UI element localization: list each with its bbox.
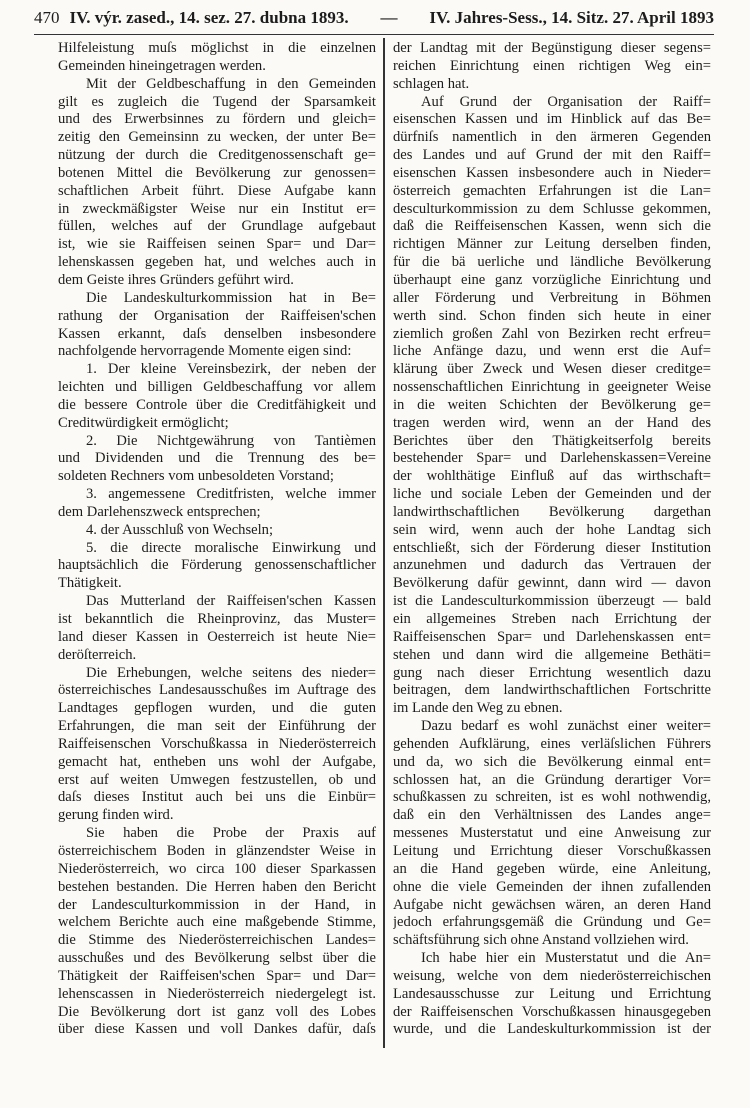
paragraph bbox=[58, 290, 376, 361]
text-line: gehenden Aufklärung, eines verläſslichen Führers bbox=[393, 735, 711, 752]
text-line: tragen werden wird, wenn an der Hand des bbox=[393, 414, 711, 431]
paragraph bbox=[58, 593, 376, 664]
text-line: Erfahrungen, die man seit der Einführung der bbox=[58, 718, 376, 735]
text-line: botenen Mittel die Bevölkerung zur genossen= bbox=[58, 164, 376, 181]
text-line: Raiffeisenschen Vorschußkassa in Niederösterreich bbox=[58, 735, 376, 752]
text-line: Die Bevölkerung dort ist ganz voll des Lobes bbox=[58, 1003, 376, 1020]
text-line: und Dividenden und die Trennung des be= bbox=[58, 450, 376, 467]
text-line: Ich habe hier ein Musterstatut und die An= bbox=[421, 950, 711, 967]
column-divider bbox=[383, 38, 385, 1048]
text-line: der Raiffeisenschen Vorschußkassen hinausgegeben bbox=[393, 1003, 711, 1020]
paragraph bbox=[58, 433, 376, 487]
text-line: wurde, und die Landeskulturkommission ist der bbox=[393, 1021, 711, 1038]
right-column bbox=[393, 40, 711, 1039]
text-line: gilt es zugleich die Tugend der Sparsamkeit bbox=[58, 93, 376, 110]
header-czech: 470 IV. výr. zased., 14. sez. 27. dubna 1893. bbox=[34, 8, 349, 27]
text-line: gerung finden wird. bbox=[58, 807, 174, 824]
text-line: gung nach dieser Errichtung wesentlich dazu bbox=[393, 664, 711, 681]
text-line: Aufgabe nicht gewächsen wären, an deren Hand bbox=[393, 896, 711, 913]
text-line: schlagen hat. bbox=[393, 75, 470, 92]
text-line: aller Förderung und Verbreitung in Böhmen bbox=[393, 289, 711, 306]
paragraph bbox=[58, 486, 376, 522]
text-line: ohne die viele Gemeinden der ihnen zufallenden bbox=[393, 878, 711, 895]
text-line: über diese Kassen und voll Dankes dafür, daſs bbox=[58, 1021, 376, 1038]
text-line: österreichischem Boden in glänzendster Weise in bbox=[58, 842, 376, 859]
text-line: anzunehmen und dadurch das Vertrauen der bbox=[393, 557, 711, 574]
text-line: klärung über Zweck und Wesen dieser creditge= bbox=[393, 361, 711, 378]
text-line: erst auf weiten Umwegen festzustellen, ob und bbox=[58, 771, 376, 788]
text-line: 3. angemessene Creditfristen, welche immer bbox=[86, 486, 376, 503]
text-line: in die weiten Schichten der Bevölkerung ge= bbox=[393, 396, 711, 413]
text-line: im Lande den Weg zu ebnen. bbox=[393, 700, 563, 717]
text-line: Leitung und Errichtung dieser Vorschußkassen bbox=[393, 842, 711, 859]
text-line: eisenschen Kassen und im Hinblick auf das Be= bbox=[393, 111, 711, 128]
text-line: daſs dieses Institut auch bei uns die Einbür= bbox=[58, 789, 376, 806]
paragraph bbox=[58, 540, 376, 594]
text-line: liche Anfänge dazu, und wenn erst die Auf= bbox=[393, 343, 711, 360]
text-line: Creditwürdigkeit ermöglicht; bbox=[58, 414, 229, 431]
text-line: eisenschen Kassen insbesondere auch in Nieder= bbox=[393, 164, 711, 181]
text-line: deröſterreich. bbox=[58, 646, 137, 663]
text-line: für die bä uerliche und ländliche Bevölkerung bbox=[393, 254, 711, 271]
text-line: lehenscassen in Niederösterreich niedergelegt ist. bbox=[58, 985, 376, 1002]
text-line: lehenskassen gegeben hat, und welches auch in bbox=[58, 254, 376, 271]
text-line: bestehender Spar= und Darlehenskassen=Vereine bbox=[393, 450, 711, 467]
text-line: rathung der Organisation der Raiffeisen'schen bbox=[58, 307, 376, 324]
text-line: Raiffeisenschen Spar= und Darlehenskassen ent= bbox=[393, 628, 711, 645]
text-line: daß ein den Verhältnissen des Landes ange= bbox=[393, 807, 711, 824]
running-header bbox=[34, 2, 714, 35]
text-line: der Landesculturkommission in der Hand, in bbox=[58, 896, 376, 913]
paragraph bbox=[58, 522, 376, 540]
text-line: ein allgemeines Streben nach Errichtung der bbox=[393, 611, 711, 627]
text-line: der wohlthätige Einfluß auf das wirthschaft= bbox=[393, 468, 711, 485]
text-line: ist, wie sie Raiffeisen seinen Spar= und Dar= bbox=[58, 236, 376, 253]
text-line: 1. Der kleine Vereinsbezirk, der neben der bbox=[86, 361, 376, 378]
text-line: gemacht hat, entheben uns wohl der Aufgabe, bbox=[58, 753, 376, 770]
text-line: Thätigkeit der Raiffeisen'schen Spar= und Dar= bbox=[58, 967, 376, 984]
paragraph bbox=[58, 76, 376, 290]
text-line: nossenschaftlichen Einrichtung in geeigneter Weise bbox=[393, 379, 711, 396]
text-line: welchem Berichte auch eine maßgebende Stimme, bbox=[58, 914, 376, 931]
text-line: sein wird, wenn auch der hohe Landtag sich bbox=[393, 521, 711, 538]
text-line: überhaupt eine ganz vorzügliche Einrichtung und bbox=[393, 271, 711, 288]
text-line: nützung der durch die Creditgenossenschaft ge= bbox=[58, 147, 376, 164]
text-line: Bevölkerung dafür gewinnt, dann wird — davon bbox=[393, 575, 711, 592]
text-line: schlossen hat, an die Gründung derartiger Vor= bbox=[393, 771, 711, 788]
text-line: der Landtag mit der Begünstigung dieser segens= bbox=[393, 40, 711, 56]
text-line: nachfolgende hervorragende Momente eigen sind: bbox=[58, 343, 352, 360]
left-column bbox=[58, 40, 376, 1039]
text-line: Mit der Geldbeschaffung in den Gemeinden bbox=[86, 75, 376, 92]
text-line: und des Erwerbsinnes zu fördern und gleich= bbox=[58, 111, 376, 128]
text-line: österreich gemachten Erfahrungen ist die Lan= bbox=[393, 182, 711, 199]
text-line: Auf Grund der Organisation der Raiff= bbox=[421, 93, 711, 110]
text-line: werth sind. Schon finden sich heute in einer bbox=[393, 307, 711, 324]
text-line: stehen und dann wird die allgemeine Bethäti= bbox=[393, 646, 711, 663]
text-line: dem Geiste ihres Gründers geführt wird. bbox=[58, 271, 294, 288]
text-line: reichen Einrichtung einen richtigen Weg ein= bbox=[393, 57, 711, 74]
text-line: leichten und billigen Geldbeschaffung vor allem bbox=[58, 379, 376, 396]
text-line: Die Landeskulturkommission hat in Be= bbox=[86, 289, 376, 306]
header-separator: — bbox=[380, 8, 398, 27]
text-line: Das Mutterland der Raiffeisen'schen Kassen bbox=[86, 593, 376, 610]
text-line: richtigen Männer zur Leitung derselben finden, bbox=[393, 236, 711, 253]
text-line: dem Darlehenszweck entsprechen; bbox=[58, 503, 261, 520]
paragraph bbox=[393, 950, 711, 1039]
text-line: österreichisches Landesausschußes im Auftrage des bbox=[58, 682, 376, 699]
text-line: die bessere Controle über die Creditfähigkeit und bbox=[58, 396, 376, 413]
paragraph bbox=[393, 718, 711, 950]
text-line: 5. die directe moralische Einwirkung und bbox=[86, 539, 376, 556]
text-line: in zweckmäßigster Weise nur ein Institut er= bbox=[58, 200, 376, 217]
paragraph bbox=[393, 94, 711, 719]
paragraph bbox=[58, 825, 376, 1039]
text-line: jedoch erfahrungsgemäß die Gründung und Ge= bbox=[393, 914, 711, 931]
text-line: schäftsführung sich ohne Anstand vollziehen wird. bbox=[393, 932, 689, 949]
text-line: entschließt, sich der Förderung dieser Institution bbox=[393, 539, 711, 556]
text-line: ziemlich großen Zahl von Bezirken recht erfreu= bbox=[393, 325, 711, 342]
paragraph bbox=[393, 40, 711, 94]
paragraph bbox=[58, 665, 376, 826]
header-german: IV. Jahres-Sess., 14. Sitz. 27. April 1893 bbox=[429, 8, 714, 27]
text-line: beitragen, dem landwirthschaftlichen Fortschritte bbox=[393, 682, 711, 699]
text-line: hauptsächlich die Förderung genossenschaftlicher bbox=[58, 557, 376, 574]
text-line: daß die Reiffeisenschen Kassen, wenn sich die bbox=[393, 218, 711, 235]
text-line: landwirthschaftlichen Bevölkerung dargethan bbox=[393, 503, 711, 520]
text-line: Landesausschusse zur Leitung und Errichtung bbox=[393, 985, 711, 1002]
text-line: und da, wo sich die Bevölkerung einmal ent= bbox=[393, 753, 711, 770]
text-line: schaftlichen Arbeit führt. Diese Aufgabe kann bbox=[58, 182, 376, 199]
text-line: bestehen bestanden. Die Herren haben den Bericht bbox=[58, 878, 376, 895]
text-line: Niederösterreich, wo circa 100 dieser Sparkassen bbox=[58, 860, 376, 877]
text-line: Kassen erkannt, daſs denselben insbesondere bbox=[58, 325, 376, 342]
text-line: ist die Landesculturkommission überzeugt — bald bbox=[393, 593, 711, 610]
text-line: dürfniſs namentlich in den ärmeren Gegenden bbox=[393, 129, 711, 146]
text-line: ausschußes und des Bevölkerung selbst über die bbox=[58, 950, 376, 967]
paragraph bbox=[58, 40, 376, 76]
text-line: liche und sociale Leben der Gemeinden und der bbox=[393, 486, 711, 503]
text-line: land dieser Kassen in Oesterreich ist heute Nie= bbox=[58, 628, 376, 645]
text-line: Berichtes über den Thätigkeitserfolg bereits bbox=[393, 432, 711, 449]
text-line: weisung, welche von dem niederösterreichischen bbox=[393, 967, 711, 984]
page-number: 470 bbox=[34, 8, 60, 27]
paragraph bbox=[58, 361, 376, 432]
text-line: messenes Musterstatut und eine Anweisung zur bbox=[393, 825, 711, 842]
text-line: des Landes und auf Grund der mit den Raiff= bbox=[393, 147, 711, 164]
text-line: ist bekanntlich die Rheinprovinz, das Muster= bbox=[58, 611, 376, 627]
text-line: desculturkommission zu dem Schlusse gekommen, bbox=[393, 200, 711, 217]
text-line: zeitig den Gemeinsinn zu wecken, der unter Be= bbox=[58, 129, 376, 146]
text-line: die Stimme des Niederösterreichischen Landes= bbox=[58, 932, 376, 949]
text-line: füllen, welches auf der Grundlage aufgebaut bbox=[58, 218, 376, 235]
text-line: Landtages gepflogen wurden, und die guten bbox=[58, 700, 376, 717]
text-line: 2. Die Nichtgewährung von Tantièmen bbox=[86, 432, 376, 449]
text-line: 4. der Ausschluß von Wechseln; bbox=[86, 521, 274, 538]
text-line: Sie haben die Probe der Praxis auf bbox=[86, 825, 376, 842]
text-line: soldeten Rechners vom unbesoldeten Vorstand; bbox=[58, 468, 334, 485]
text-line: Dazu bedarf es wohl zunächst einer weiter= bbox=[421, 718, 711, 735]
text-line: Die Erhebungen, welche seitens des nieder= bbox=[86, 664, 376, 681]
text-line: an die Hand gegeben würde, eine Anleitung, bbox=[393, 860, 711, 877]
text-line: Thätigkeit. bbox=[58, 575, 122, 592]
text-line: Hilfeleistung muſs möglichst in die einzelnen bbox=[58, 40, 376, 56]
text-line: Gemeinden hineingetragen werden. bbox=[58, 57, 266, 74]
text-line: schußkassen zu schreiten, ist es wohl nothwendig, bbox=[393, 789, 711, 806]
